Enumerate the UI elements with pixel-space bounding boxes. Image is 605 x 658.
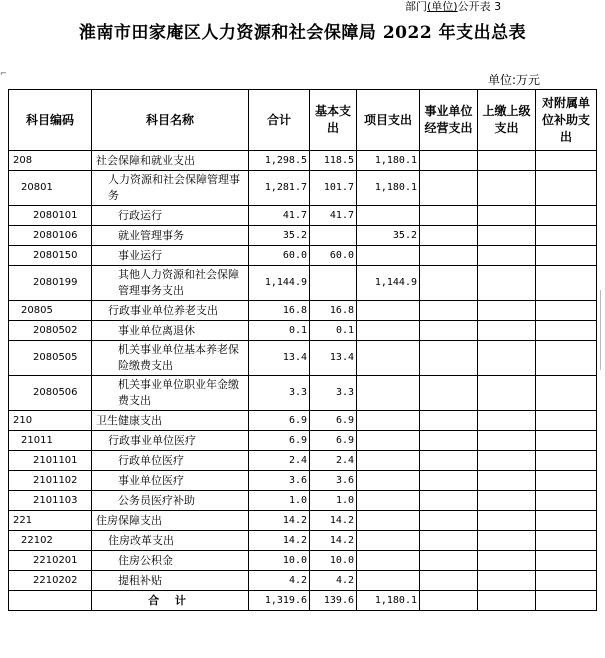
total-cell: 60.0 bbox=[249, 246, 310, 266]
table-number-label bbox=[405, 0, 501, 13]
basic-cell: 3.3 bbox=[310, 376, 357, 411]
total-business bbox=[420, 591, 478, 611]
project-cell: 1,144.9 bbox=[357, 266, 420, 301]
name-cell: 其他人力资源和社会保障管理事务支出 bbox=[92, 266, 249, 301]
subsidy-cell bbox=[536, 301, 597, 321]
subsidy-cell bbox=[536, 551, 597, 571]
table-row bbox=[9, 431, 597, 451]
total-cell: 1,298.5 bbox=[249, 151, 310, 171]
project-cell: 1,180.1 bbox=[357, 151, 420, 171]
total-project: 1,180.1 bbox=[357, 591, 420, 611]
name-cell: 卫生健康支出 bbox=[92, 411, 249, 431]
code-cell: 208 bbox=[9, 151, 92, 171]
basic-cell: 101.7 bbox=[310, 171, 357, 206]
total-cell: 1,144.9 bbox=[249, 266, 310, 301]
left-edge-marker: ⌐ bbox=[0, 69, 7, 78]
total-basic: 139.6 bbox=[310, 591, 357, 611]
name-cell: 住房公积金 bbox=[92, 551, 249, 571]
subsidy-cell bbox=[536, 451, 597, 471]
project-cell bbox=[357, 451, 420, 471]
business-cell bbox=[420, 471, 478, 491]
header-remit: 上缴上级支出 bbox=[478, 90, 536, 151]
remit-cell bbox=[478, 471, 536, 491]
name-cell: 社会保障和就业支出 bbox=[92, 151, 249, 171]
total-code-cell bbox=[9, 591, 92, 611]
name-cell: 就业管理事务 bbox=[92, 226, 249, 246]
code-cell: 2101101 bbox=[9, 451, 92, 471]
business-cell bbox=[420, 411, 478, 431]
remit-cell bbox=[478, 266, 536, 301]
total-cell: 0.1 bbox=[249, 321, 310, 341]
table-row bbox=[9, 151, 597, 171]
business-cell bbox=[420, 376, 478, 411]
project-cell: 35.2 bbox=[357, 226, 420, 246]
subsidy-cell bbox=[536, 376, 597, 411]
remit-cell bbox=[478, 551, 536, 571]
total-cell: 35.2 bbox=[249, 226, 310, 246]
remit-cell bbox=[478, 571, 536, 591]
project-cell bbox=[357, 531, 420, 551]
name-cell: 住房改革支出 bbox=[92, 531, 249, 551]
basic-cell: 13.4 bbox=[310, 341, 357, 376]
remit-cell bbox=[478, 511, 536, 531]
code-cell: 210 bbox=[9, 411, 92, 431]
basic-cell: 60.0 bbox=[310, 246, 357, 266]
remit-cell bbox=[478, 301, 536, 321]
table-row bbox=[9, 266, 597, 301]
name-cell: 行政运行 bbox=[92, 206, 249, 226]
business-cell bbox=[420, 571, 478, 591]
basic-cell: 2.4 bbox=[310, 451, 357, 471]
header-code: 科目编码 bbox=[9, 90, 92, 151]
table-header-row bbox=[9, 90, 597, 151]
expenditure-summary-table bbox=[8, 89, 597, 611]
table-row bbox=[9, 571, 597, 591]
right-edge-scrollbar[interactable] bbox=[600, 290, 605, 370]
basic-cell: 0.1 bbox=[310, 321, 357, 341]
business-cell bbox=[420, 431, 478, 451]
project-cell bbox=[357, 511, 420, 531]
basic-cell bbox=[310, 226, 357, 246]
code-cell: 2101103 bbox=[9, 491, 92, 511]
total-cell: 1,281.7 bbox=[249, 171, 310, 206]
basic-cell bbox=[310, 266, 357, 301]
name-cell: 事业单位离退休 bbox=[92, 321, 249, 341]
name-cell: 事业运行 bbox=[92, 246, 249, 266]
remit-cell bbox=[478, 411, 536, 431]
basic-cell: 1.0 bbox=[310, 491, 357, 511]
subsidy-cell bbox=[536, 246, 597, 266]
corner-suffix: 公开表 3 bbox=[457, 0, 502, 13]
table-row bbox=[9, 511, 597, 531]
business-cell bbox=[420, 206, 478, 226]
name-cell: 机关事业单位基本养老保险缴费支出 bbox=[92, 341, 249, 376]
code-cell: 2080505 bbox=[9, 341, 92, 376]
table-row bbox=[9, 341, 597, 376]
basic-cell: 4.2 bbox=[310, 571, 357, 591]
code-cell: 2080150 bbox=[9, 246, 92, 266]
code-cell: 2080199 bbox=[9, 266, 92, 301]
total-cell: 3.3 bbox=[249, 376, 310, 411]
business-cell bbox=[420, 531, 478, 551]
table-row bbox=[9, 171, 597, 206]
subsidy-cell bbox=[536, 266, 597, 301]
name-cell: 行政事业单位医疗 bbox=[92, 431, 249, 451]
header-project: 项目支出 bbox=[357, 90, 420, 151]
name-cell: 人力资源和社会保障管理事务 bbox=[92, 171, 249, 206]
header-basic: 基本支出 bbox=[310, 90, 357, 151]
basic-cell: 118.5 bbox=[310, 151, 357, 171]
remit-cell bbox=[478, 321, 536, 341]
total-cell: 4.2 bbox=[249, 571, 310, 591]
total-cell: 6.9 bbox=[249, 431, 310, 451]
project-cell bbox=[357, 571, 420, 591]
basic-cell: 10.0 bbox=[310, 551, 357, 571]
project-cell bbox=[357, 376, 420, 411]
subsidy-cell bbox=[536, 171, 597, 206]
header-total: 合计 bbox=[249, 90, 310, 151]
code-cell: 20801 bbox=[9, 171, 92, 206]
subsidy-cell bbox=[536, 226, 597, 246]
total-label: 合 计 bbox=[92, 591, 249, 611]
total-row bbox=[9, 591, 597, 611]
code-cell: 20805 bbox=[9, 301, 92, 321]
project-cell bbox=[357, 246, 420, 266]
name-cell: 事业单位医疗 bbox=[92, 471, 249, 491]
table-row bbox=[9, 471, 597, 491]
code-cell: 2080101 bbox=[9, 206, 92, 226]
unit-label: 单位:万元 bbox=[488, 73, 541, 87]
total-cell: 2.4 bbox=[249, 451, 310, 471]
code-cell: 2080502 bbox=[9, 321, 92, 341]
header-name: 科目名称 bbox=[92, 90, 249, 151]
subsidy-cell bbox=[536, 206, 597, 226]
remit-cell bbox=[478, 226, 536, 246]
name-cell: 公务员医疗补助 bbox=[92, 491, 249, 511]
remit-cell bbox=[478, 341, 536, 376]
code-cell: 2210201 bbox=[9, 551, 92, 571]
table-body bbox=[9, 151, 597, 591]
project-cell bbox=[357, 471, 420, 491]
basic-cell: 6.9 bbox=[310, 411, 357, 431]
business-cell bbox=[420, 226, 478, 246]
business-cell bbox=[420, 451, 478, 471]
business-cell bbox=[420, 321, 478, 341]
basic-cell: 16.8 bbox=[310, 301, 357, 321]
table-row bbox=[9, 531, 597, 551]
remit-cell bbox=[478, 431, 536, 451]
total-sum: 1,319.6 bbox=[249, 591, 310, 611]
remit-cell bbox=[478, 531, 536, 551]
basic-cell: 6.9 bbox=[310, 431, 357, 451]
table-row bbox=[9, 491, 597, 511]
total-cell: 41.7 bbox=[249, 206, 310, 226]
code-cell: 2210202 bbox=[9, 571, 92, 591]
page-title: 淮南市田家庵区人力资源和社会保障局 2022 年支出总表 bbox=[78, 23, 527, 43]
project-cell bbox=[357, 341, 420, 376]
name-cell: 住房保障支出 bbox=[92, 511, 249, 531]
table-row bbox=[9, 321, 597, 341]
subsidy-cell bbox=[536, 531, 597, 551]
business-cell bbox=[420, 266, 478, 301]
subsidy-cell bbox=[536, 151, 597, 171]
name-cell: 行政单位医疗 bbox=[92, 451, 249, 471]
business-cell bbox=[420, 491, 478, 511]
project-cell bbox=[357, 321, 420, 341]
total-remit bbox=[478, 591, 536, 611]
subsidy-cell bbox=[536, 431, 597, 451]
table-row bbox=[9, 226, 597, 246]
total-cell: 1.0 bbox=[249, 491, 310, 511]
table-row bbox=[9, 451, 597, 471]
name-cell: 提租补贴 bbox=[92, 571, 249, 591]
code-cell: 2080106 bbox=[9, 226, 92, 246]
subsidy-cell bbox=[536, 341, 597, 376]
code-cell: 2101102 bbox=[9, 471, 92, 491]
table-row bbox=[9, 551, 597, 571]
subsidy-cell bbox=[536, 411, 597, 431]
project-cell bbox=[357, 551, 420, 571]
total-cell: 14.2 bbox=[249, 531, 310, 551]
table-row bbox=[9, 206, 597, 226]
total-cell: 13.4 bbox=[249, 341, 310, 376]
business-cell bbox=[420, 301, 478, 321]
total-cell: 3.6 bbox=[249, 471, 310, 491]
total-cell: 14.2 bbox=[249, 511, 310, 531]
business-cell bbox=[420, 246, 478, 266]
project-cell bbox=[357, 206, 420, 226]
project-cell bbox=[357, 431, 420, 451]
table-row bbox=[9, 411, 597, 431]
basic-cell: 14.2 bbox=[310, 511, 357, 531]
business-cell bbox=[420, 341, 478, 376]
basic-cell: 3.6 bbox=[310, 471, 357, 491]
business-cell bbox=[420, 171, 478, 206]
project-cell: 1,180.1 bbox=[357, 171, 420, 206]
remit-cell bbox=[478, 376, 536, 411]
subsidy-cell bbox=[536, 321, 597, 341]
code-cell: 2080506 bbox=[9, 376, 92, 411]
project-cell bbox=[357, 491, 420, 511]
subsidy-cell bbox=[536, 571, 597, 591]
code-cell: 221 bbox=[9, 511, 92, 531]
project-cell bbox=[357, 301, 420, 321]
total-cell: 16.8 bbox=[249, 301, 310, 321]
project-cell bbox=[357, 411, 420, 431]
header-business: 事业单位经营支出 bbox=[420, 90, 478, 151]
table-row bbox=[9, 246, 597, 266]
total-cell: 6.9 bbox=[249, 411, 310, 431]
remit-cell bbox=[478, 151, 536, 171]
subsidy-cell bbox=[536, 471, 597, 491]
basic-cell: 41.7 bbox=[310, 206, 357, 226]
table-row bbox=[9, 376, 597, 411]
basic-cell: 14.2 bbox=[310, 531, 357, 551]
corner-prefix: 部门 bbox=[405, 0, 427, 13]
subsidy-cell bbox=[536, 491, 597, 511]
business-cell bbox=[420, 151, 478, 171]
total-subsidy bbox=[536, 591, 597, 611]
subsidy-cell bbox=[536, 511, 597, 531]
business-cell bbox=[420, 511, 478, 531]
name-cell: 机关事业单位职业年金缴费支出 bbox=[92, 376, 249, 411]
name-cell: 行政事业单位养老支出 bbox=[92, 301, 249, 321]
header-subsidy: 对附属单位补助支出 bbox=[536, 90, 597, 151]
total-cell: 10.0 bbox=[249, 551, 310, 571]
remit-cell bbox=[478, 451, 536, 471]
table-row bbox=[9, 301, 597, 321]
corner-underlined: (单位) bbox=[427, 0, 458, 13]
remit-cell bbox=[478, 171, 536, 206]
business-cell bbox=[420, 551, 478, 571]
remit-cell bbox=[478, 491, 536, 511]
remit-cell bbox=[478, 206, 536, 226]
code-cell: 21011 bbox=[9, 431, 92, 451]
code-cell: 22102 bbox=[9, 531, 92, 551]
remit-cell bbox=[478, 246, 536, 266]
